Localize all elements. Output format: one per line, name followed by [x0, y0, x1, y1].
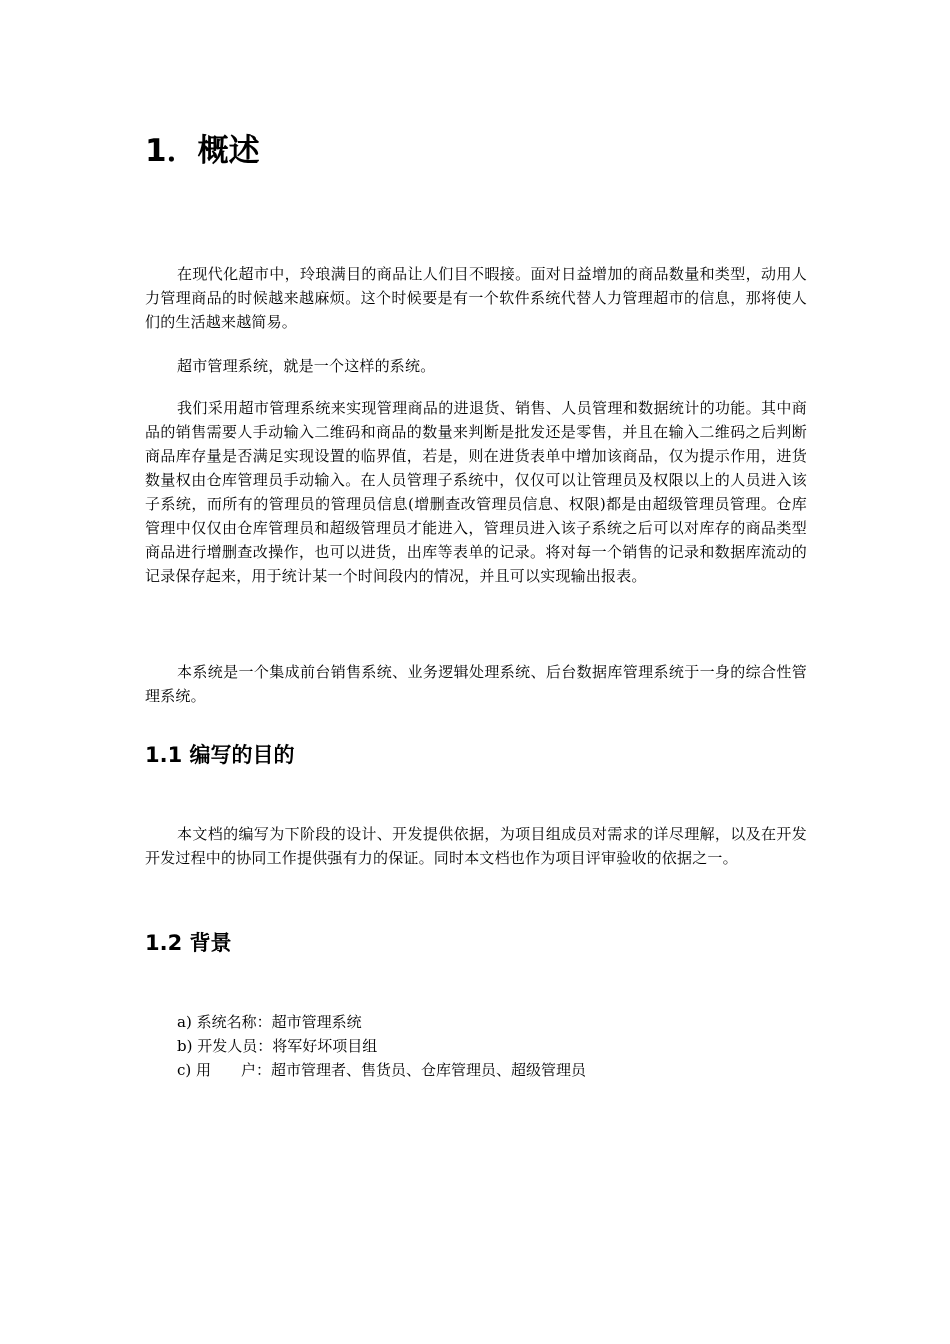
chapter-title: 1．概述: [145, 133, 260, 169]
intro-paragraph-2: 超市管理系统，就是一个这样的系统。: [177, 357, 436, 375]
section-purpose-title: 1.1 编写的目的: [145, 743, 295, 767]
section-background-title: 1.2 背景: [145, 931, 232, 955]
background-list: [177, 1010, 586, 1082]
background-item-system-name: a) 系统名称：超市管理系统: [177, 1013, 362, 1031]
background-item-users: c) 用 户：超市管理者、售货员、仓库管理员、超级管理员: [177, 1061, 587, 1079]
purpose-paragraph: 本文档的编写为下阶段的设计、开发提供依据，为项目组成员对需求的详尽理解，以及在开发开发过程中的协同工作提供强有力的保证。同时本文档也作为项目评审验收的依据之一。: [145, 825, 807, 867]
intro-paragraph-1: 在现代化超市中，玲琅满目的商品让人们目不暇接。面对日益增加的商品数量和类型，动用人力管理商品的时候越来越麻烦。这个时候要是有一个软件系统代替人力管理超市的信息，那将使人们的生活越来越简易。: [145, 265, 807, 331]
intro-paragraph-3: 我们采用超市管理系统来实现管理商品的进退货、销售、人员管理和数据统计的功能。其中商品的销售需要人手动输入二维码和商品的数量来判断是批发还是零售，并且在输入二维码之后判断商品库存量是否满足实现设置的临界值，若是，则在进货表单中增加该商品，仅为提示作用，进货数量权由仓库管理员手动输入。在人员管理子系统中，仅仅可以让管理员及权限以上的人员进入该子系统，而所有的管理员的管理员信息(增删查改管理员信息、权限)都是由超级管理员管理。仓库管理中仅仅由仓库管理员和超级管理员才能进入，管理员进入该子系统之后可以对库存的商品类型商品进行增删查改操作，也可以进货，出库等表单的记录。将对每一个销售的记录和数据库流动的记录保存起来，用于统计某一个时间段内的情况，并且可以实现输出报表。: [145, 399, 807, 585]
intro-paragraph-4: 本系统是一个集成前台销售系统、业务逻辑处理系统、后台数据库管理系统于一身的综合性管理系统。: [145, 663, 807, 705]
background-item-developers: b) 开发人员：将军好坏项目组: [177, 1037, 378, 1055]
